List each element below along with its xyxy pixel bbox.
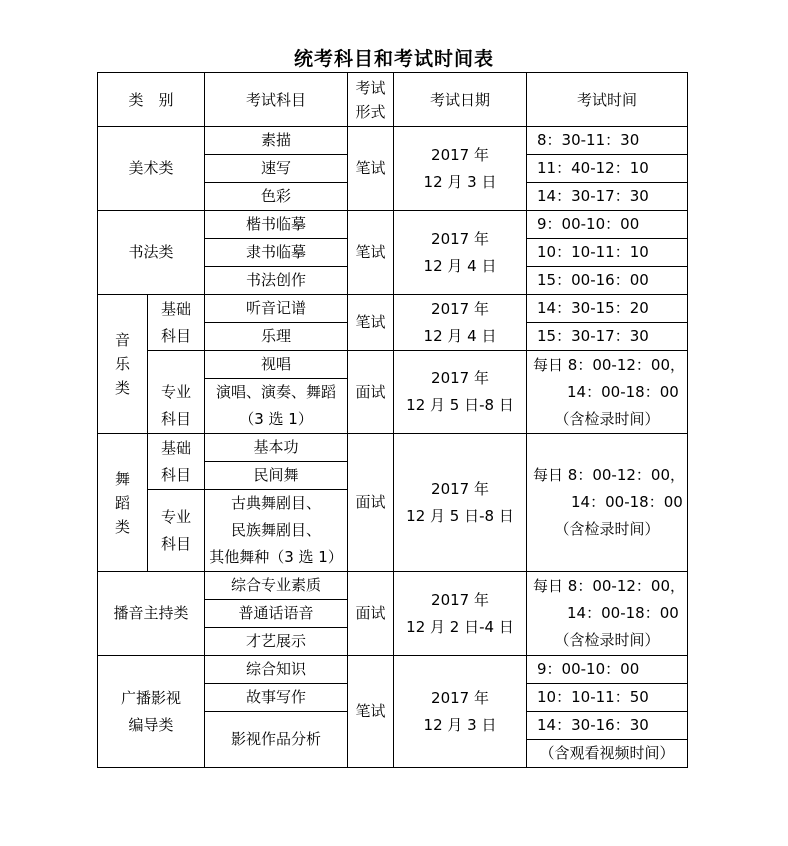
date-cell: 2017 年 12 月 3 日 bbox=[394, 127, 527, 211]
subject-cell: 普通话语音 bbox=[205, 600, 348, 628]
table-row bbox=[98, 127, 688, 155]
table-row bbox=[98, 295, 688, 323]
table-row bbox=[98, 656, 688, 684]
time-cell: 10：10-11：10 bbox=[527, 239, 688, 267]
table-row bbox=[98, 572, 688, 600]
subject-cell: 楷书临摹 bbox=[205, 211, 348, 239]
format-cell: 笔试 bbox=[348, 211, 394, 295]
category-film: 广播影视 编导类 bbox=[98, 656, 205, 768]
category-music: 音 乐 类 bbox=[98, 295, 148, 434]
subject-cell: 影视作品分析 bbox=[205, 712, 348, 768]
header-date: 考试日期 bbox=[394, 73, 527, 127]
music-basic-label: 基础 科目 bbox=[148, 295, 205, 351]
subject-cell: 故事写作 bbox=[205, 684, 348, 712]
subject-cell: 听音记谱 bbox=[205, 295, 348, 323]
time-cell: 14：30-15：20 bbox=[527, 295, 688, 323]
exam-schedule-table bbox=[97, 72, 688, 768]
date-cell: 2017 年 12 月 4 日 bbox=[394, 211, 527, 295]
subject-cell: 综合知识 bbox=[205, 656, 348, 684]
time-cell: 8：30-11：30 bbox=[527, 127, 688, 155]
subject-cell: 素描 bbox=[205, 127, 348, 155]
time-cell: 14：30-16：30 bbox=[527, 712, 688, 740]
date-cell: 2017 年 12 月 3 日 bbox=[394, 656, 527, 768]
subject-cell: 演唱、演奏、舞蹈 （3 选 1） bbox=[205, 379, 348, 434]
subject-cell: 综合专业素质 bbox=[205, 572, 348, 600]
time-cell: 每日 8：00-12：00， 14：00-18：00 （含检录时间） bbox=[527, 572, 688, 656]
table-row bbox=[98, 211, 688, 239]
category-calligraphy: 书法类 bbox=[98, 211, 205, 295]
time-cell: 11：40-12：10 bbox=[527, 155, 688, 183]
time-cell: 14：30-17：30 bbox=[527, 183, 688, 211]
subject-cell: 书法创作 bbox=[205, 267, 348, 295]
subject-cell: 色彩 bbox=[205, 183, 348, 211]
category-dance: 舞 蹈 类 bbox=[98, 434, 148, 572]
subject-cell: 隶书临摹 bbox=[205, 239, 348, 267]
format-cell: 笔试 bbox=[348, 127, 394, 211]
format-cell: 面试 bbox=[348, 572, 394, 656]
table-row bbox=[98, 351, 688, 379]
header-row bbox=[98, 73, 688, 127]
subject-cell: 乐理 bbox=[205, 323, 348, 351]
subject-cell: 古典舞剧目、 民族舞剧目、 其他舞种（3 选 1） bbox=[205, 490, 348, 572]
date-cell: 2017 年 12 月 4 日 bbox=[394, 295, 527, 351]
header-category: 类 别 bbox=[98, 73, 205, 127]
category-art: 美术类 bbox=[98, 127, 205, 211]
header-subject: 考试科目 bbox=[205, 73, 348, 127]
subject-cell: 速写 bbox=[205, 155, 348, 183]
time-cell: 9：00-10：00 bbox=[527, 211, 688, 239]
time-note-cell: （含观看视频时间） bbox=[527, 740, 688, 768]
format-cell: 笔试 bbox=[348, 295, 394, 351]
format-cell: 面试 bbox=[348, 434, 394, 572]
format-cell: 面试 bbox=[348, 351, 394, 434]
subject-cell: 基本功 bbox=[205, 434, 348, 462]
subject-cell: 民间舞 bbox=[205, 462, 348, 490]
time-cell: 9：00-10：00 bbox=[527, 656, 688, 684]
dance-major-label: 专业 科目 bbox=[148, 490, 205, 572]
date-cell: 2017 年 12 月 2 日-4 日 bbox=[394, 572, 527, 656]
time-cell: 每日 8：00-12：00， 14：00-18：00 （含检录时间） bbox=[527, 434, 688, 572]
format-cell: 笔试 bbox=[348, 656, 394, 768]
header-time: 考试时间 bbox=[527, 73, 688, 127]
date-cell: 2017 年 12 月 5 日-8 日 bbox=[394, 434, 527, 572]
subject-cell: 才艺展示 bbox=[205, 628, 348, 656]
time-cell: 15：00-16：00 bbox=[527, 267, 688, 295]
time-cell: 15：30-17：30 bbox=[527, 323, 688, 351]
page-title: 统考科目和考试时间表 bbox=[293, 48, 494, 70]
table-row bbox=[98, 434, 688, 462]
time-cell: 每日 8：00-12：00， 14：00-18：00 （含检录时间） bbox=[527, 351, 688, 434]
header-format: 考试 形式 bbox=[348, 73, 394, 127]
time-cell: 10：10-11：50 bbox=[527, 684, 688, 712]
dance-basic-label: 基础 科目 bbox=[148, 434, 205, 490]
music-major-label: 专业 科目 bbox=[148, 351, 205, 434]
date-cell: 2017 年 12 月 5 日-8 日 bbox=[394, 351, 527, 434]
subject-cell: 视唱 bbox=[205, 351, 348, 379]
category-broadcasting: 播音主持类 bbox=[98, 572, 205, 656]
